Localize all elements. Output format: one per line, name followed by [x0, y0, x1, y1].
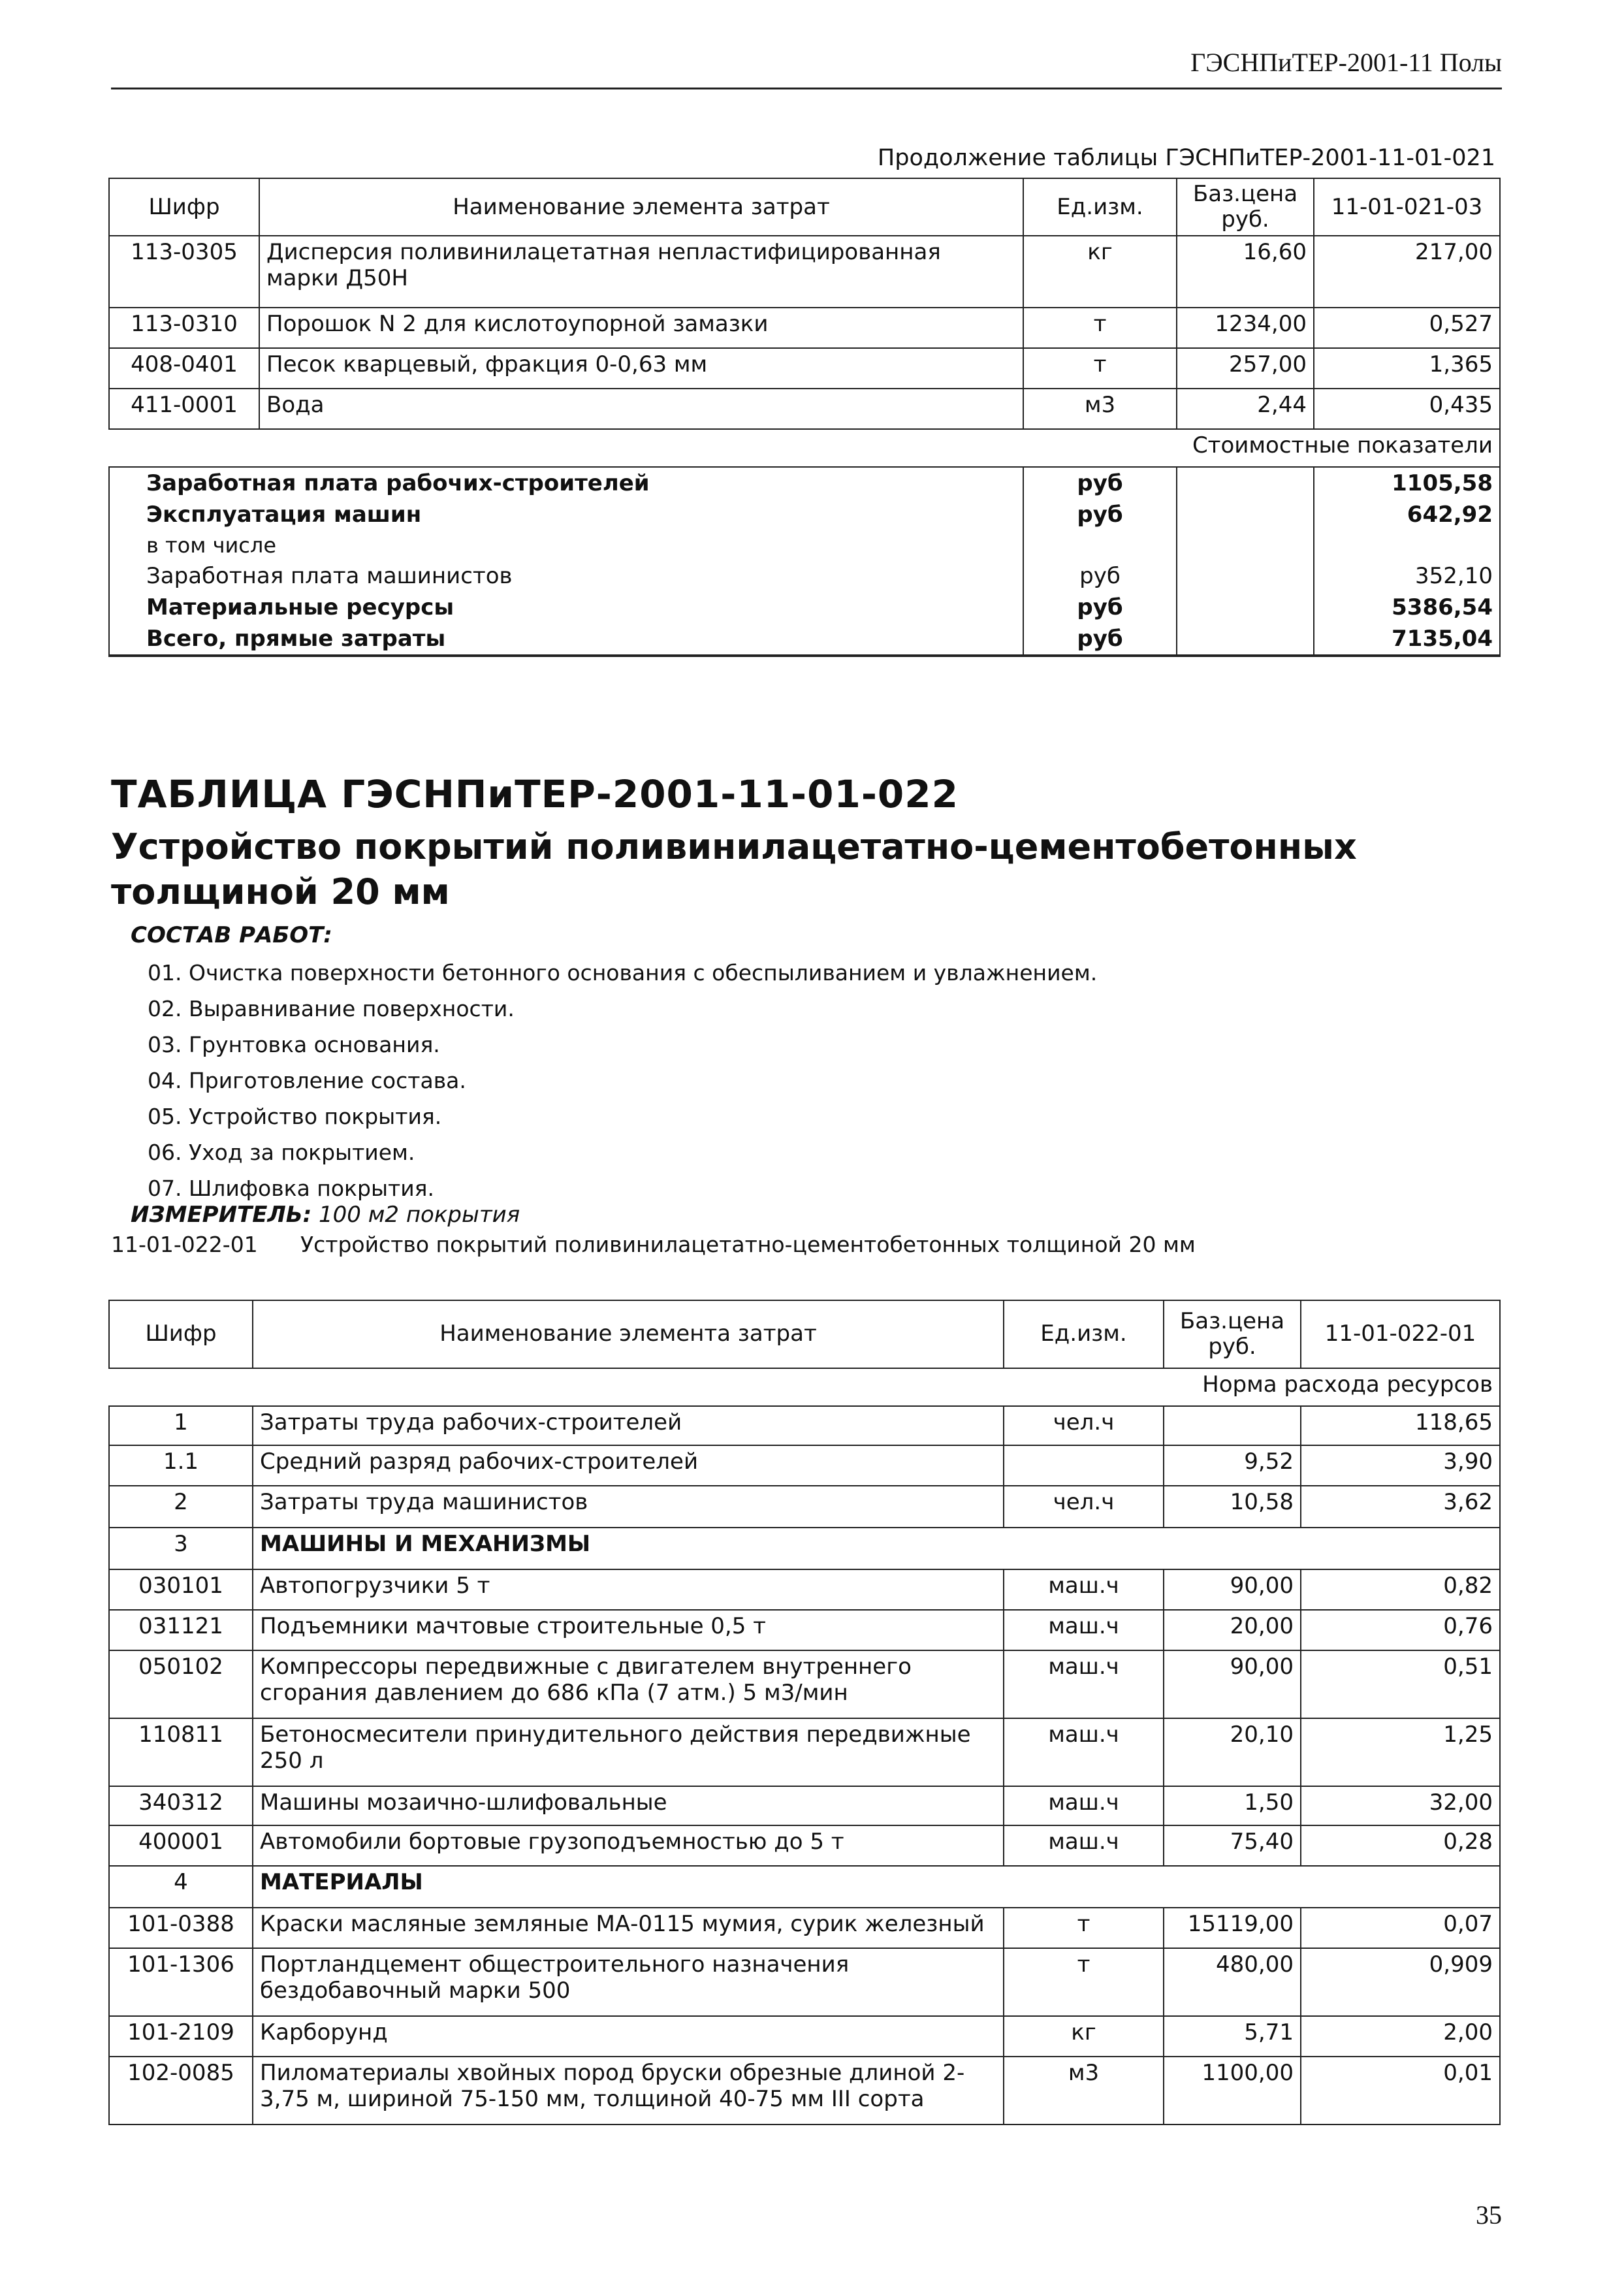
- resources-table-021: [108, 178, 1501, 657]
- row-price: 90,00: [1164, 1650, 1301, 1718]
- row-name: Автопогрузчики 5 т: [253, 1569, 1004, 1610]
- row-name: Карборунд: [253, 2016, 1004, 2057]
- row-price: 20,10: [1164, 1718, 1301, 1786]
- row-value: 2,00: [1301, 2016, 1500, 2057]
- row-name: Средний разряд рабочих-строителей: [253, 1445, 1004, 1486]
- section-label: Стоимостные показатели: [109, 429, 1500, 467]
- table-row: [109, 1569, 1500, 1610]
- list-item: 04. Приготовление состава.: [148, 1068, 466, 1093]
- list-item: 03. Грунтовка основания.: [148, 1032, 440, 1057]
- row-name: Порошок N 2 для кислотоупорной замазки: [259, 308, 1023, 348]
- row-value: 0,435: [1314, 389, 1500, 429]
- table-row: [109, 1650, 1500, 1718]
- summary-value: 352,10: [1314, 560, 1500, 592]
- summary-unit: [1023, 530, 1177, 560]
- work-composition-label: СОСТАВ РАБОТ:: [131, 922, 332, 948]
- row-unit: кг: [1023, 236, 1177, 308]
- subtable-line: [111, 1232, 1196, 1257]
- table-row: [109, 1486, 1500, 1528]
- summary-row: [109, 560, 1500, 592]
- row-unit: чел.ч: [1004, 1486, 1164, 1528]
- summary-name: Всего, прямые затраты: [109, 623, 1023, 656]
- summary-row: [109, 467, 1500, 499]
- row-name: Компрессоры передвижные с двигателем внутреннего сгорания давлением до 686 кПа (7 атм.) 5 м3/мин: [253, 1650, 1004, 1718]
- row-value: 0,01: [1301, 2057, 1500, 2125]
- table-row: [109, 1948, 1500, 2016]
- summary-price: [1177, 467, 1314, 499]
- summary-row: [109, 623, 1500, 656]
- group-row: [109, 1528, 1500, 1569]
- row-code: 050102: [109, 1650, 253, 1718]
- row-unit: чел.ч: [1004, 1406, 1164, 1445]
- header-name: Наименование элемента затрат: [259, 178, 1023, 236]
- row-unit: маш.ч: [1004, 1569, 1164, 1610]
- row-price: 20,00: [1164, 1610, 1301, 1650]
- row-code: 110811: [109, 1718, 253, 1786]
- summary-unit: руб: [1023, 499, 1177, 530]
- list-item: 02. Выравнивание поверхности.: [148, 996, 515, 1021]
- summary-price: [1177, 499, 1314, 530]
- summary-name: в том числе: [109, 530, 1023, 560]
- row-unit: кг: [1004, 2016, 1164, 2057]
- summary-unit: руб: [1023, 560, 1177, 592]
- section-row: [109, 429, 1500, 467]
- table-row: [109, 389, 1500, 429]
- row-unit: маш.ч: [1004, 1718, 1164, 1786]
- row-unit: маш.ч: [1004, 1650, 1164, 1718]
- summary-name: Заработная плата рабочих-строителей: [109, 467, 1023, 499]
- row-price: 5,71: [1164, 2016, 1301, 2057]
- group-code: 3: [109, 1528, 253, 1569]
- row-name: Вода: [259, 389, 1023, 429]
- measure-unit-line: [131, 1202, 520, 1228]
- row-price: [1164, 1406, 1301, 1445]
- row-code: 101-0388: [109, 1908, 253, 1948]
- header-rule: [111, 88, 1502, 89]
- table-row: [109, 236, 1500, 308]
- table-row: [109, 1825, 1500, 1866]
- row-code: 400001: [109, 1825, 253, 1866]
- summary-value: 642,92: [1314, 499, 1500, 530]
- row-price: 2,44: [1177, 389, 1314, 429]
- resources-table-022: [108, 1300, 1501, 2125]
- row-unit: маш.ч: [1004, 1786, 1164, 1825]
- row-name: Автомобили бортовые грузоподъемностью до 5 т: [253, 1825, 1004, 1866]
- summary-value: [1314, 530, 1500, 560]
- section-label: Норма расхода ресурсов: [109, 1368, 1500, 1406]
- table-row: [109, 2057, 1500, 2125]
- row-price: 90,00: [1164, 1569, 1301, 1610]
- row-value: 0,527: [1314, 308, 1500, 348]
- row-code: 113-0305: [109, 236, 259, 308]
- row-price: 1234,00: [1177, 308, 1314, 348]
- row-unit: маш.ч: [1004, 1610, 1164, 1650]
- table-title: ТАБЛИЦА ГЭСНПиТЕР-2001-11-01-022: [111, 772, 959, 816]
- summary-price: [1177, 530, 1314, 560]
- row-price: 10,58: [1164, 1486, 1301, 1528]
- row-value: 3,90: [1301, 1445, 1500, 1486]
- list-item: 07. Шлифовка покрытия.: [148, 1176, 435, 1201]
- row-value: 1,25: [1301, 1718, 1500, 1786]
- header-price: Баз.цена руб.: [1164, 1300, 1301, 1368]
- row-unit: т: [1004, 1948, 1164, 2016]
- row-value: 0,51: [1301, 1650, 1500, 1718]
- header-unit: Ед.изм.: [1023, 178, 1177, 236]
- row-unit: м3: [1023, 389, 1177, 429]
- summary-row: [109, 592, 1500, 623]
- row-code: 2: [109, 1486, 253, 1528]
- row-code: 030101: [109, 1569, 253, 1610]
- summary-unit: руб: [1023, 467, 1177, 499]
- row-value: 118,65: [1301, 1406, 1500, 1445]
- section-row: [109, 1368, 1500, 1406]
- row-price: 1100,00: [1164, 2057, 1301, 2125]
- group-name: МАШИНЫ И МЕХАНИЗМЫ: [253, 1528, 1500, 1569]
- row-price: 15119,00: [1164, 1908, 1301, 1948]
- row-name: Бетоносмесители принудительного действия передвижные 250 л: [253, 1718, 1004, 1786]
- row-price: 1,50: [1164, 1786, 1301, 1825]
- summary-name: Эксплуатация машин: [109, 499, 1023, 530]
- measure-value: 100 м2 покрытия: [319, 1202, 520, 1228]
- header-code: Шифр: [109, 178, 259, 236]
- measure-label: ИЗМЕРИТЕЛЬ:: [131, 1202, 312, 1228]
- list-item: 01. Очистка поверхности бетонного основания с обеспыливанием и увлажнением.: [148, 960, 1098, 986]
- header-code: Шифр: [109, 1300, 253, 1368]
- row-code: 101-1306: [109, 1948, 253, 2016]
- header-name: Наименование элемента затрат: [253, 1300, 1004, 1368]
- row-price: 9,52: [1164, 1445, 1301, 1486]
- row-name: Подъемники мачтовые строительные 0,5 т: [253, 1610, 1004, 1650]
- row-value: 0,28: [1301, 1825, 1500, 1866]
- row-unit: маш.ч: [1004, 1825, 1164, 1866]
- row-name: Пиломатериалы хвойных пород бруски обрезные длиной 2-3,75 м, шириной 75-150 мм, толщиной 40-75 мм III сорта: [253, 2057, 1004, 2125]
- row-code: 1: [109, 1406, 253, 1445]
- row-code: 340312: [109, 1786, 253, 1825]
- row-code: 101-2109: [109, 2016, 253, 2057]
- table-row: [109, 1610, 1500, 1650]
- list-item: 06. Уход за покрытием.: [148, 1140, 415, 1165]
- summary-row: [109, 499, 1500, 530]
- work-steps-list: [148, 955, 1097, 1206]
- row-code: 031121: [109, 1610, 253, 1650]
- row-unit: т: [1023, 348, 1177, 389]
- row-name: Затраты труда машинистов: [253, 1486, 1004, 1528]
- row-name: Песок кварцевый, фракция 0-0,63 мм: [259, 348, 1023, 389]
- continuation-caption: Продолжение таблицы ГЭСНПиТЕР-2001-11-01-021: [877, 145, 1495, 171]
- row-code: 408-0401: [109, 348, 259, 389]
- summary-unit: руб: [1023, 592, 1177, 623]
- header-column-code: 11-01-021-03: [1314, 178, 1500, 236]
- summary-name: Заработная плата машинистов: [109, 560, 1023, 592]
- row-value: 0,76: [1301, 1610, 1500, 1650]
- row-name: Затраты труда рабочих-строителей: [253, 1406, 1004, 1445]
- summary-price: [1177, 592, 1314, 623]
- row-name: Портландцемент общестроительного назначения бездобавочный марки 500: [253, 1948, 1004, 2016]
- table-row: [109, 1445, 1500, 1486]
- group-name: МАТЕРИАЛЫ: [253, 1866, 1500, 1908]
- summary-price: [1177, 560, 1314, 592]
- summary-value: 7135,04: [1314, 623, 1500, 656]
- row-unit: м3: [1004, 2057, 1164, 2125]
- row-unit: [1004, 1445, 1164, 1486]
- row-value: 3,62: [1301, 1486, 1500, 1528]
- row-value: 0,82: [1301, 1569, 1500, 1610]
- row-unit: т: [1004, 1908, 1164, 1948]
- header-unit: Ед.изм.: [1004, 1300, 1164, 1368]
- table-row: [109, 308, 1500, 348]
- table-row: [109, 1908, 1500, 1948]
- table-row: [109, 2016, 1500, 2057]
- row-value: 0,07: [1301, 1908, 1500, 1948]
- summary-value: 5386,54: [1314, 592, 1500, 623]
- row-unit: т: [1023, 308, 1177, 348]
- table-row: [109, 1406, 1500, 1445]
- row-name: Дисперсия поливинилацетатная непластифицированная марки Д50Н: [259, 236, 1023, 308]
- table-subtitle: Устройство покрытий поливинилацетатно-цементобетонных толщиной 20 мм: [111, 826, 1357, 913]
- row-code: 113-0310: [109, 308, 259, 348]
- row-price: 480,00: [1164, 1948, 1301, 2016]
- row-price: 257,00: [1177, 348, 1314, 389]
- summary-name: Материальные ресурсы: [109, 592, 1023, 623]
- subtable-description: Устройство покрытий поливинилацетатно-цементобетонных толщиной 20 мм: [300, 1232, 1196, 1257]
- row-value: 32,00: [1301, 1786, 1500, 1825]
- subtable-code: 11-01-022-01: [111, 1232, 258, 1257]
- summary-price: [1177, 623, 1314, 656]
- row-name: Краски масляные земляные МА-0115 мумия, сурик железный: [253, 1908, 1004, 1948]
- page-number: 35: [1476, 2200, 1502, 2230]
- row-value: 217,00: [1314, 236, 1500, 308]
- row-price: 16,60: [1177, 236, 1314, 308]
- header-price: Баз.цена руб.: [1177, 178, 1314, 236]
- row-value: 1,365: [1314, 348, 1500, 389]
- row-value: 0,909: [1301, 1948, 1500, 2016]
- group-row: [109, 1866, 1500, 1908]
- running-header: ГЭСНПиТЕР-2001-11 Полы: [1190, 48, 1502, 77]
- table-row: [109, 1786, 1500, 1825]
- list-item: 05. Устройство покрытия.: [148, 1104, 442, 1129]
- summary-unit: руб: [1023, 623, 1177, 656]
- header-column-code: 11-01-022-01: [1301, 1300, 1500, 1368]
- summary-value: 1105,58: [1314, 467, 1500, 499]
- group-code: 4: [109, 1866, 253, 1908]
- row-name: Машины мозаично-шлифовальные: [253, 1786, 1004, 1825]
- table-row: [109, 348, 1500, 389]
- row-code: 411-0001: [109, 389, 259, 429]
- table-row: [109, 1718, 1500, 1786]
- row-code: 102-0085: [109, 2057, 253, 2125]
- row-code: 1.1: [109, 1445, 253, 1486]
- row-price: 75,40: [1164, 1825, 1301, 1866]
- summary-row: [109, 530, 1500, 560]
